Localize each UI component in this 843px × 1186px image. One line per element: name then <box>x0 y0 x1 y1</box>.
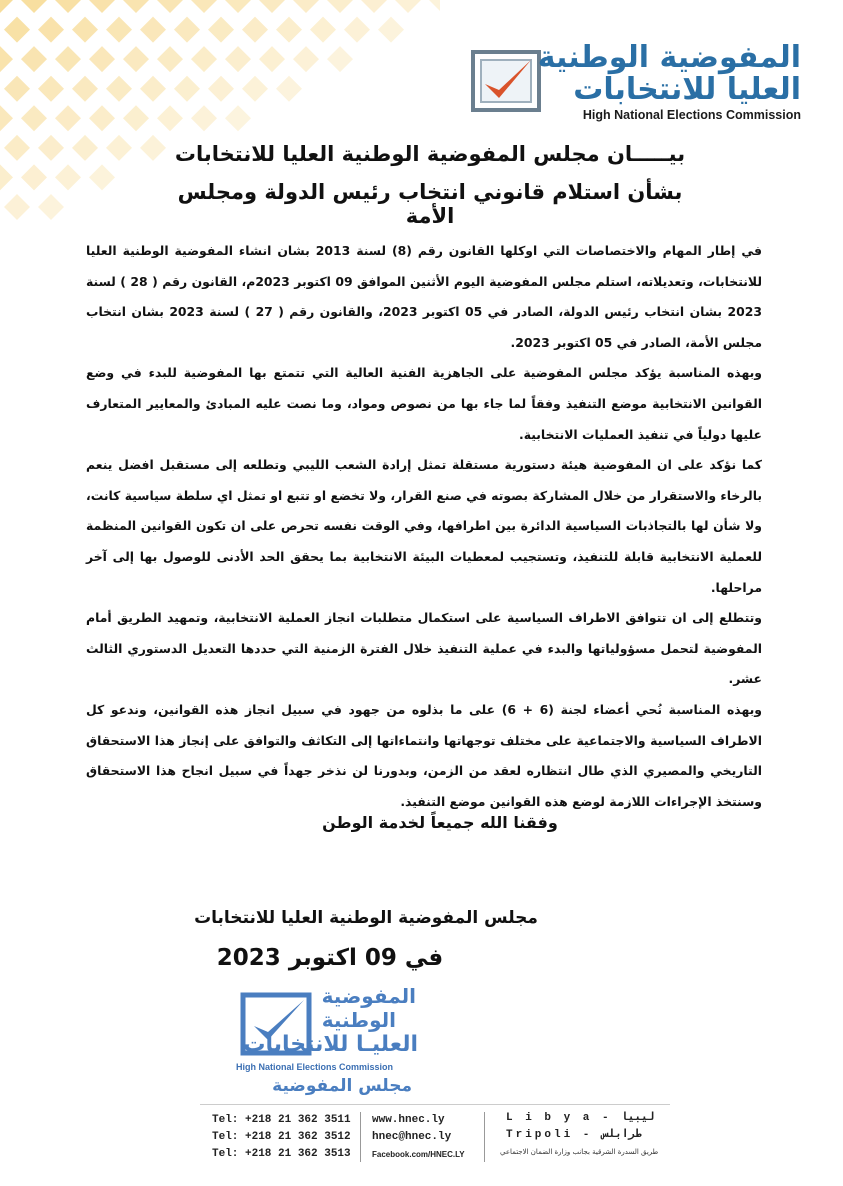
signature-council: مجلس المفوضية الوطنية العليا للانتخابات <box>194 908 538 928</box>
logo-english-name: High National Elections Commission <box>582 108 801 122</box>
footer-address: طريق السدرة الشرقية بجانب وزارة الضمان الاجتماعي <box>500 1148 659 1156</box>
signature-date: في 09 اكتوبر 2023 <box>216 945 444 971</box>
logo-arabic-line2: العليا للانتخابات <box>573 72 801 107</box>
pattern-diamond <box>242 76 268 102</box>
pattern-diamond <box>208 17 234 43</box>
pattern-diamond <box>276 76 302 102</box>
pattern-diamond <box>157 105 183 131</box>
pattern-diamond <box>225 0 251 13</box>
footer-phones <box>212 1112 351 1163</box>
pattern-diamond <box>0 46 13 72</box>
stamp-council: مجلس المفوضية <box>272 1076 412 1096</box>
pattern-diamond <box>429 0 440 13</box>
pattern-diamond <box>89 0 115 13</box>
footer-country: L i b y a - ليبيا <box>506 1112 655 1124</box>
pattern-diamond <box>140 17 166 43</box>
statement-title: بيـــــان مجلس المفوضية الوطنية العليا للانتخابات <box>174 142 686 166</box>
pattern-diamond <box>4 194 30 220</box>
logo-arabic-line1: المفوضية الوطنية <box>537 40 801 75</box>
pattern-diamond <box>21 0 47 13</box>
pattern-diamond <box>4 17 30 43</box>
pattern-diamond <box>0 105 13 131</box>
pattern-diamond <box>140 76 166 102</box>
pattern-diamond <box>38 17 64 43</box>
pattern-diamond <box>225 105 251 131</box>
pattern-diamond <box>259 0 285 13</box>
official-stamp <box>236 984 426 1106</box>
pattern-diamond <box>89 164 115 190</box>
pattern-diamond <box>55 164 81 190</box>
pattern-diamond <box>174 76 200 102</box>
pattern-diamond <box>327 46 353 72</box>
stamp-arabic-line1: المفوضية <box>321 984 416 1008</box>
pattern-diamond <box>21 105 47 131</box>
pattern-diamond <box>38 135 64 161</box>
pattern-diamond <box>0 0 13 13</box>
pattern-diamond <box>55 46 81 72</box>
phone-number: Tel: +218 21 362 3513 <box>212 1148 351 1160</box>
pattern-diamond <box>106 76 132 102</box>
pattern-diamond <box>21 46 47 72</box>
website-link[interactable]: www.hnec.ly <box>372 1114 445 1126</box>
pattern-diamond <box>123 0 149 13</box>
email-link[interactable]: hnec@hnec.ly <box>372 1131 452 1143</box>
pattern-diamond <box>157 0 183 13</box>
footer-separator <box>360 1112 361 1162</box>
footer-city: Tripoli - طرابلس <box>506 1129 642 1141</box>
stamp-english-name: High National Elections Commission <box>236 1062 394 1072</box>
pattern-diamond <box>106 135 132 161</box>
pattern-diamond <box>38 76 64 102</box>
footer-location <box>506 1110 654 1144</box>
pattern-diamond <box>72 135 98 161</box>
facebook-link[interactable]: Facebook.com/HNEC.LY <box>372 1150 465 1159</box>
pattern-diamond <box>395 0 421 13</box>
pattern-diamond <box>310 17 336 43</box>
pattern-diamond <box>208 76 234 102</box>
phone-number: Tel: +218 21 362 3512 <box>212 1131 351 1143</box>
pattern-diamond <box>361 0 387 13</box>
pattern-diamond <box>293 46 319 72</box>
phone-number: Tel: +218 21 362 3511 <box>212 1114 351 1126</box>
closing-line: وفقنا الله جميعاً لخدمة الوطن <box>322 813 558 832</box>
statement-body <box>86 236 762 817</box>
pattern-diamond <box>55 105 81 131</box>
pattern-diamond <box>55 0 81 13</box>
paragraph: وبهذه المناسبة نُحي أعضاء لجنة (6 + 6) على ما بذلوه من جهود في سبيل انجاز هذه القوانين، وندعو كل الاطراف السياسية والاجتماعية على مختلف توجهاتها وانتماءاتها إلى التكاثف والتوافق على إنجاز هذا الاستحقاق التاريخي والمصيري الذي طال انتظاره لعقد من الزمن، وبدورنا لن نذخر جهداً في سبيل انجاح هذا الاستحقاق وسنتخذ الإجراءات اللازمة لوضع هذه القوانين موضع التنفيذ. <box>86 701 763 809</box>
pattern-diamond <box>89 105 115 131</box>
paragraph: وبهذه المناسبة يؤكد مجلس المفوضية على الجاهزية الفنية العالية التي تتمتع بها المفوضية للبدء في وضع القوانين الانتخابية موضع التنفيذ وفقاً لما جاء بها من نصوص ومواد، وما نصت عليه المبادئ والمعايير المتعارف عليها دولياً في تنفيذ العمليات الانتخابية. <box>86 365 762 442</box>
pattern-diamond <box>123 46 149 72</box>
pattern-diamond <box>225 46 251 72</box>
paragraph: كما نؤكد على ان المفوضية هيئة دستورية مستقلة تمثل إرادة الشعب الليبي وتطلعه إلى مستقبل افضل ينعم بالرخاء والاستقرار من خلال المشاركة بصوته في صنع القرار، ولا تخضع او تتبع او تمثل اي سلطة سياسية كانت، ولا شأن لها بالتجاذبات السياسية الدائرة بين اطرافها، وفي الوقت نفسه تحرص على ان تكون القوانين المنظمة للعملية الانتخابية قابلة للتنفيذ، وتستجيب لمعطيات البيئة الانتخابية بما يحقق الحد الأدنى للوصول بها إلى آخر مراحلها. <box>86 457 762 595</box>
pattern-diamond <box>327 0 353 13</box>
statement-subtitle: بشأن استلام قانوني انتخاب رئيس الدولة ومجلس الأمة <box>177 180 683 228</box>
pattern-diamond <box>344 17 370 43</box>
stamp-arabic-line3: العليـا للانتخابات <box>243 1032 418 1057</box>
pattern-diamond <box>0 164 13 190</box>
paragraph: في إطار المهام والاختصاصات التي اوكلها القانون رقم (8) لسنة 2013 بشان انشاء المفوضية الوطنية العليا للانتخابات، وتعديلاته، استلم مجلس المفوضية اليوم الأثنين الموافق 09 اكتوبر 2023م، القانون رقم ( 28 ) لسنة 2023 بشان انتخاب رئيس الدولة، الصادر في 05 اكتوبر 2023، والقانون رقم ( 27 ) لسنة 2023 بشان انتخاب مجلس الأمة، الصادر في 05 اكتوبر 2023. <box>86 243 763 350</box>
pattern-diamond <box>21 164 47 190</box>
footer-divider <box>200 1104 670 1105</box>
pattern-diamond <box>191 105 217 131</box>
pattern-diamond <box>242 17 268 43</box>
paragraph: وتتطلع إلى ان تتوافق الاطراف السياسية على استكمال متطلبات انجاز العملية الانتخابية، وتمهيد الطريق أمام المفوضية لتحمل مسؤولياتها والبدء في عملية التنفيذ خلال الفترة الزمنية التي حددها التعديل الدستوري الثالث عشر. <box>86 610 762 687</box>
pattern-diamond <box>378 17 404 43</box>
footer-separator <box>484 1112 485 1162</box>
pattern-diamond <box>4 76 30 102</box>
pattern-diamond <box>4 135 30 161</box>
footer-contacts <box>372 1112 465 1163</box>
pattern-diamond <box>293 0 319 13</box>
pattern-diamond <box>174 17 200 43</box>
stamp-arabic-line2: الوطنية <box>321 1008 396 1032</box>
ballot-check-icon <box>471 50 541 112</box>
pattern-diamond <box>157 46 183 72</box>
pattern-diamond <box>191 0 217 13</box>
pattern-diamond <box>276 17 302 43</box>
pattern-diamond <box>191 46 217 72</box>
pattern-diamond <box>38 194 64 220</box>
pattern-diamond <box>72 17 98 43</box>
hnec-logo <box>471 40 801 126</box>
pattern-diamond <box>89 46 115 72</box>
pattern-diamond <box>72 76 98 102</box>
pattern-diamond <box>259 46 285 72</box>
pattern-diamond <box>123 105 149 131</box>
pattern-diamond <box>106 17 132 43</box>
